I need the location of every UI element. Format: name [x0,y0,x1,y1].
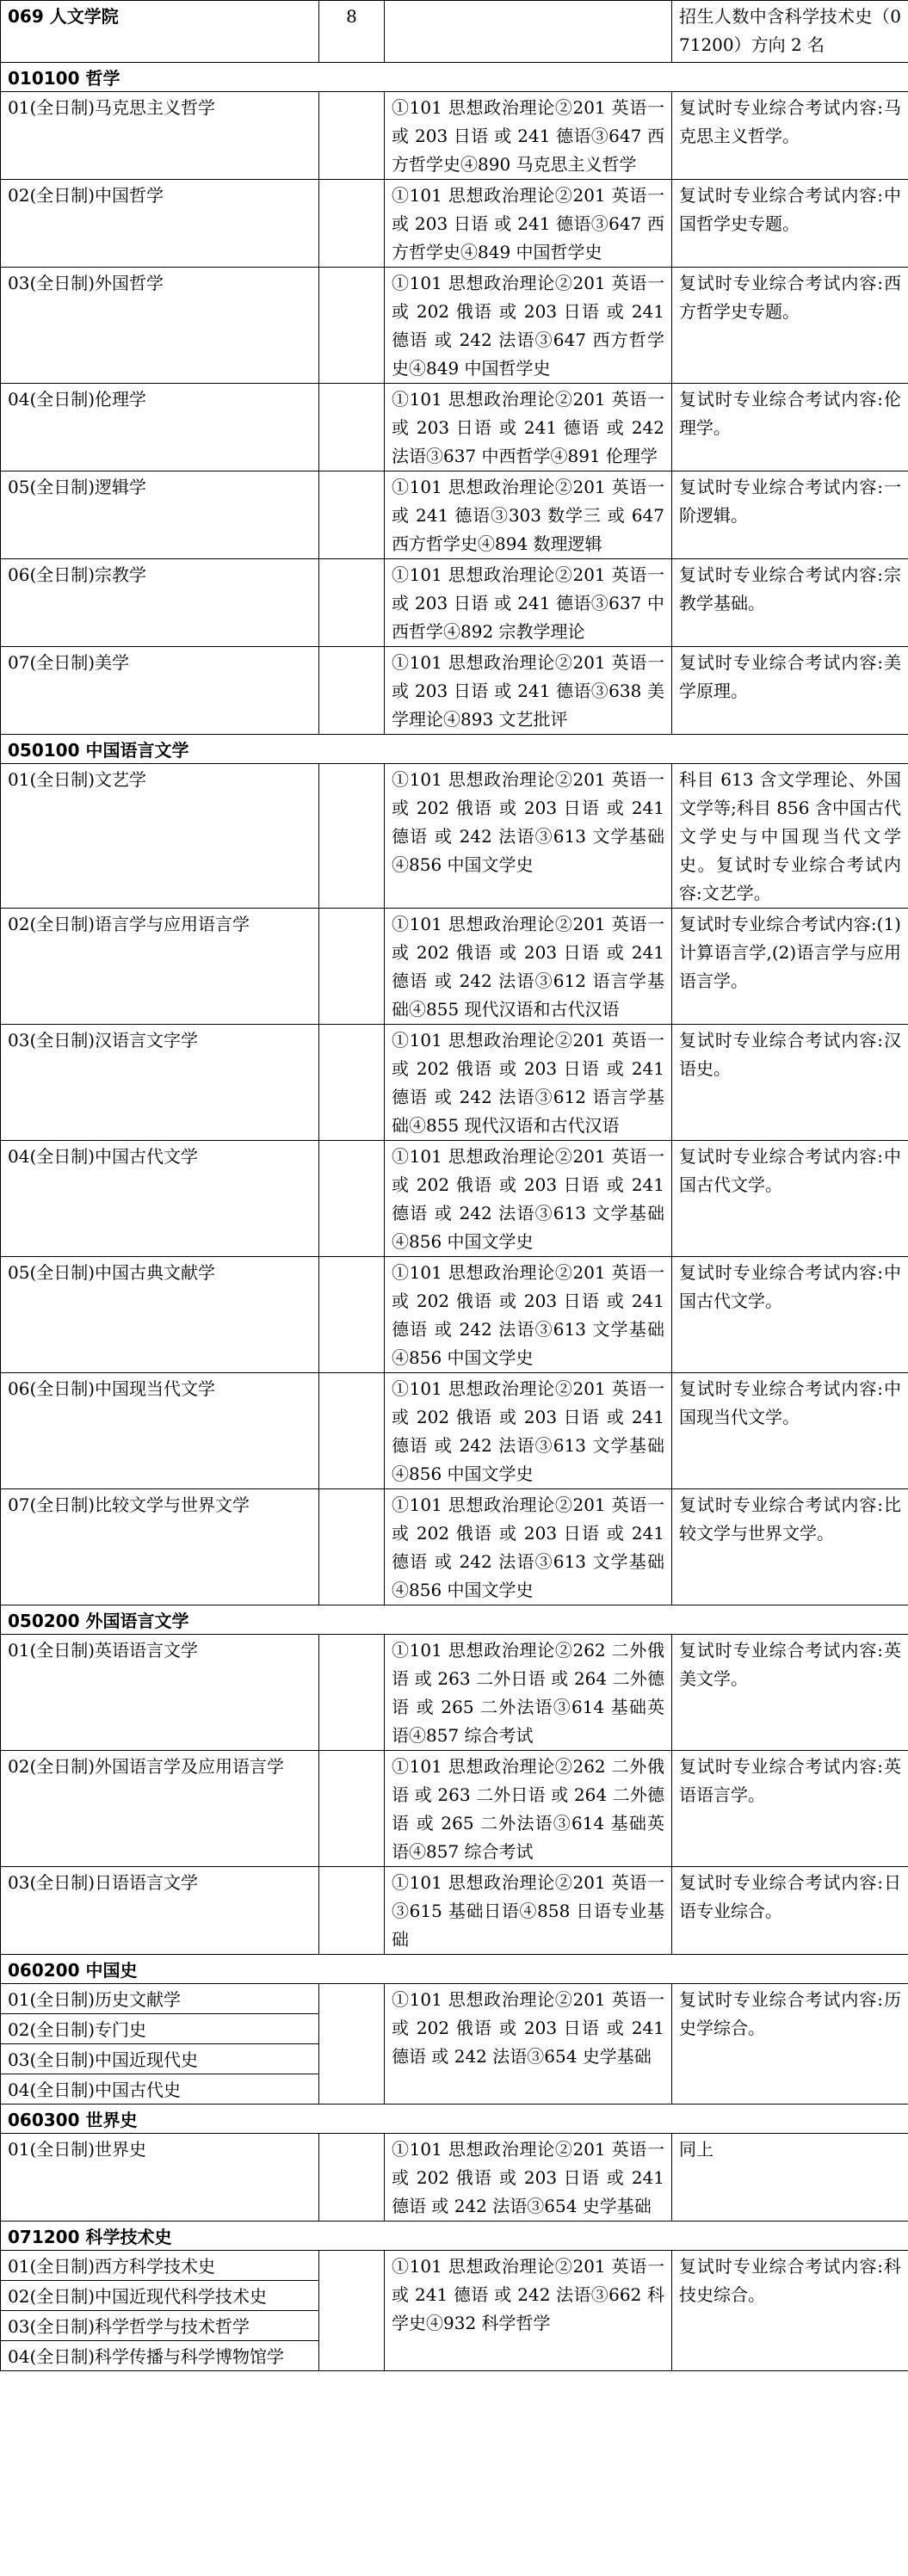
notes-cell: 复试时专业综合考试内容:日语专业综合。 [672,1867,908,1955]
subject-header: 050100 中国语言文学 [1,735,908,764]
notes-cell: 复试时专业综合考试内容:宗教学基础。 [672,559,908,647]
exam-subjects-cell: ①101 思想政治理论②201 英语一 或 202 俄语 或 203 日语 或 241 德语 或 242 法语③613 文学基础④856 中国文学史 [385,1489,672,1605]
table-row [1,1489,908,1605]
exam-subjects-cell: ①101 思想政治理论②201 英语一 或 202 俄语 或 203 日语 或 241 德语 或 242 法语③612 语言学基础④855 现代汉语和古代汉语 [385,909,672,1025]
direction-cell: 05(全日制)中国古典文献学 [1,1257,319,1373]
count-cell [319,1025,385,1141]
notes-cell: 复试时专业综合考试内容:西方哲学史专题。 [672,268,908,384]
count-cell [319,180,385,268]
table-row [1,559,908,647]
exam-subjects-cell: ①101 思想政治理论②201 英语一 或 241 德语 或 242 法语③662 科学史④932 科学哲学 [385,2251,672,2371]
subject-header-row [1,735,908,764]
exam-subjects-cell: ①101 思想政治理论②201 英语一 或 202 俄语 或 203 日语 或 241 德语 或 242 法语③612 语言学基础④855 现代汉语和古代汉语 [385,1025,672,1141]
table-row [1,1751,908,1867]
notes-cell: 复试时专业综合考试内容:中国现当代文学。 [672,1373,908,1489]
department-name: 069 人文学院 [1,1,319,63]
direction-item: 03(全日制)科学哲学与技术哲学 [1,2311,318,2341]
count-cell [319,764,385,909]
count-cell [319,647,385,735]
count-cell [319,1373,385,1489]
table-row [1,1025,908,1141]
table-row [1,1984,908,2105]
direction-cell: 03(全日制)外国哲学 [1,268,319,384]
department-count: 8 [319,1,385,63]
direction-cell: 05(全日制)逻辑学 [1,471,319,559]
table-row [1,1867,908,1955]
direction-cell: 06(全日制)中国现当代文学 [1,1373,319,1489]
direction-item: 04(全日制)科学传播与科学博物馆学 [8,2346,285,2367]
table-row [1,764,908,909]
exam-subjects-cell: ①101 思想政治理论②201 英语一 或 203 日语 或 241 德语③638 美学理论④893 文艺批评 [385,647,672,735]
table-row [1,1141,908,1257]
count-cell [319,1489,385,1605]
table-body [1,1,908,2371]
exam-subjects-cell: ①101 思想政治理论②262 二外俄语 或 263 二外日语 或 264 二外德语 或 265 二外法语③614 基础英语④857 综合考试 [385,1751,672,1867]
count-cell [319,1141,385,1257]
count-cell [319,909,385,1025]
table-row [1,268,908,384]
subject-header: 060300 世界史 [1,2105,908,2134]
table-row [1,1635,908,1751]
table-row [1,2251,908,2371]
notes-cell: 复试时专业综合考试内容:中国哲学史专题。 [672,180,908,268]
notes-cell: 复试时专业综合考试内容:一阶逻辑。 [672,471,908,559]
department-row [1,1,908,63]
direction-cell: 01(全日制)文艺学 [1,764,319,909]
exam-subjects-cell: ①101 思想政治理论②201 英语一 或 202 俄语 或 203 日语 或 241 德语 或 242 法语③654 史学基础 [385,1984,672,2105]
count-cell [319,1984,385,2105]
notes-cell: 复试时专业综合考试内容:比较文学与世界文学。 [672,1489,908,1605]
notes-cell: 同上 [672,2134,908,2222]
count-cell [319,1257,385,1373]
direction-item: 03(全日制)中国近现代史 [1,2044,318,2074]
direction-cell: 04(全日制)中国古代文学 [1,1141,319,1257]
subject-header: 050200 外国语言文学 [1,1605,908,1635]
notes-cell: 复试时专业综合考试内容:美学原理。 [672,647,908,735]
subject-header-row [1,63,908,92]
count-cell [319,268,385,384]
subject-header-row [1,2222,908,2251]
exam-subjects-cell: ①101 思想政治理论②201 英语一 或 203 日语 或 241 德语③647 西方哲学史④849 中国哲学史 [385,180,672,268]
exam-subjects-cell: ①101 思想政治理论②201 英语一 或 202 俄语 或 203 日语 或 241 德语 或 242 法语③613 文学基础④856 中国文学史 [385,764,672,909]
notes-cell: 科目 613 含文学理论、外国文学等;科目 856 含中国古代文学史与中国现当代文学史。复试时专业综合考试内容:文艺学。 [672,764,908,909]
direction-cell: 02(全日制)语言学与应用语言学 [1,909,319,1025]
count-cell [319,1635,385,1751]
exam-subjects-cell: ①101 思想政治理论②201 英语一 或 202 俄语 或 203 日语 或 241 德语 或 242 法语③647 西方哲学史④849 中国哲学史 [385,268,672,384]
direction-item: 02(全日制)专门史 [1,2014,318,2044]
table-row [1,647,908,735]
notes-cell: 复试时专业综合考试内容:(1)计算语言学,(2)语言学与应用语言学。 [672,909,908,1025]
subject-header: 010100 哲学 [1,63,908,92]
direction-item: 04(全日制)中国古代史 [8,2080,182,2100]
direction-item: 02(全日制)中国近现代科学技术史 [1,2281,318,2311]
exam-subjects-cell: ①101 思想政治理论②201 英语一 或 202 俄语 或 203 日语 或 241 德语 或 242 法语③613 文学基础④856 中国文学史 [385,1257,672,1373]
direction-cell: 02(全日制)中国哲学 [1,180,319,268]
direction-cell: 04(全日制)伦理学 [1,384,319,471]
count-cell [319,471,385,559]
table-row [1,2134,908,2222]
count-cell [319,559,385,647]
direction-cell: 06(全日制)宗教学 [1,559,319,647]
table-row [1,1257,908,1373]
notes-cell: 复试时专业综合考试内容:中国古代文学。 [672,1257,908,1373]
subject-header-row [1,1955,908,1984]
exam-subjects-cell: ①101 思想政治理论②201 英语一 或 202 俄语 或 203 日语 或 241 德语 或 242 法语③654 史学基础 [385,2134,672,2222]
exam-subjects-cell: ①101 思想政治理论②201 英语一③615 基础日语④858 日语专业基础 [385,1867,672,1955]
notes-cell: 复试时专业综合考试内容:英美文学。 [672,1635,908,1751]
department-exam [385,1,672,63]
exam-subjects-cell: ①101 思想政治理论②201 英语一 或 203 日语 或 241 德语③647 西方哲学史④890 马克思主义哲学 [385,92,672,180]
direction-cell: 03(全日制)日语语言文学 [1,1867,319,1955]
notes-cell: 复试时专业综合考试内容:中国古代文学。 [672,1141,908,1257]
exam-subjects-cell: ①101 思想政治理论②262 二外俄语 或 263 二外日语 或 264 二外德语 或 265 二外法语③614 基础英语④857 综合考试 [385,1635,672,1751]
table-row [1,471,908,559]
table-row [1,1373,908,1489]
exam-subjects-cell: ①101 思想政治理论②201 英语一 或 202 俄语 或 203 日语 或 241 德语 或 242 法语③613 文学基础④856 中国文学史 [385,1373,672,1489]
direction-item: 01(全日制)西方科学技术史 [1,2251,318,2281]
subject-header-row [1,1605,908,1635]
notes-cell: 复试时专业综合考试内容:科技史综合。 [672,2251,908,2371]
notes-cell: 复试时专业综合考试内容:历史学综合。 [672,1984,908,2105]
table-row [1,909,908,1025]
count-cell [319,384,385,471]
direction-cell: 03(全日制)汉语言文字学 [1,1025,319,1141]
notes-cell: 复试时专业综合考试内容:汉语史。 [672,1025,908,1141]
direction-cell: 01(全日制)英语语言文学 [1,1635,319,1751]
direction-cell: 01(全日制)马克思主义哲学 [1,92,319,180]
department-notes: 招生人数中含科学技术史（071200）方向 2 名 [672,1,908,63]
count-cell [319,1751,385,1867]
direction-item: 01(全日制)历史文献学 [1,1984,318,2014]
subject-header: 071200 科学技术史 [1,2222,908,2251]
subject-header-row [1,2105,908,2134]
notes-cell: 复试时专业综合考试内容:马克思主义哲学。 [672,92,908,180]
direction-cell: 02(全日制)外国语言学及应用语言学 [1,1751,319,1867]
count-cell [319,2251,385,2371]
table-row [1,180,908,268]
count-cell [319,2134,385,2222]
direction-cell: 01(全日制)世界史 [1,2134,319,2222]
direction-cell [1,2251,319,2371]
table-row [1,384,908,471]
notes-cell: 复试时专业综合考试内容:伦理学。 [672,384,908,471]
direction-cell: 07(全日制)比较文学与世界文学 [1,1489,319,1605]
notes-cell: 复试时专业综合考试内容:英语语言学。 [672,1751,908,1867]
count-cell [319,92,385,180]
table-row [1,92,908,180]
count-cell [319,1867,385,1955]
exam-subjects-cell: ①101 思想政治理论②201 英语一 或 241 德语③303 数学三 或 647 西方哲学史④894 数理逻辑 [385,471,672,559]
exam-subjects-cell: ①101 思想政治理论②201 英语一 或 203 日语 或 241 德语③637 中西哲学④892 宗教学理论 [385,559,672,647]
exam-subjects-cell: ①101 思想政治理论②201 英语一 或 202 俄语 或 203 日语 或 241 德语 或 242 法语③613 文学基础④856 中国文学史 [385,1141,672,1257]
direction-cell [1,1984,319,2105]
exam-subjects-cell: ①101 思想政治理论②201 英语一 或 203 日语 或 241 德语 或 242 法语③637 中西哲学④891 伦理学 [385,384,672,471]
direction-cell: 07(全日制)美学 [1,647,319,735]
subject-header: 060200 中国史 [1,1955,908,1984]
